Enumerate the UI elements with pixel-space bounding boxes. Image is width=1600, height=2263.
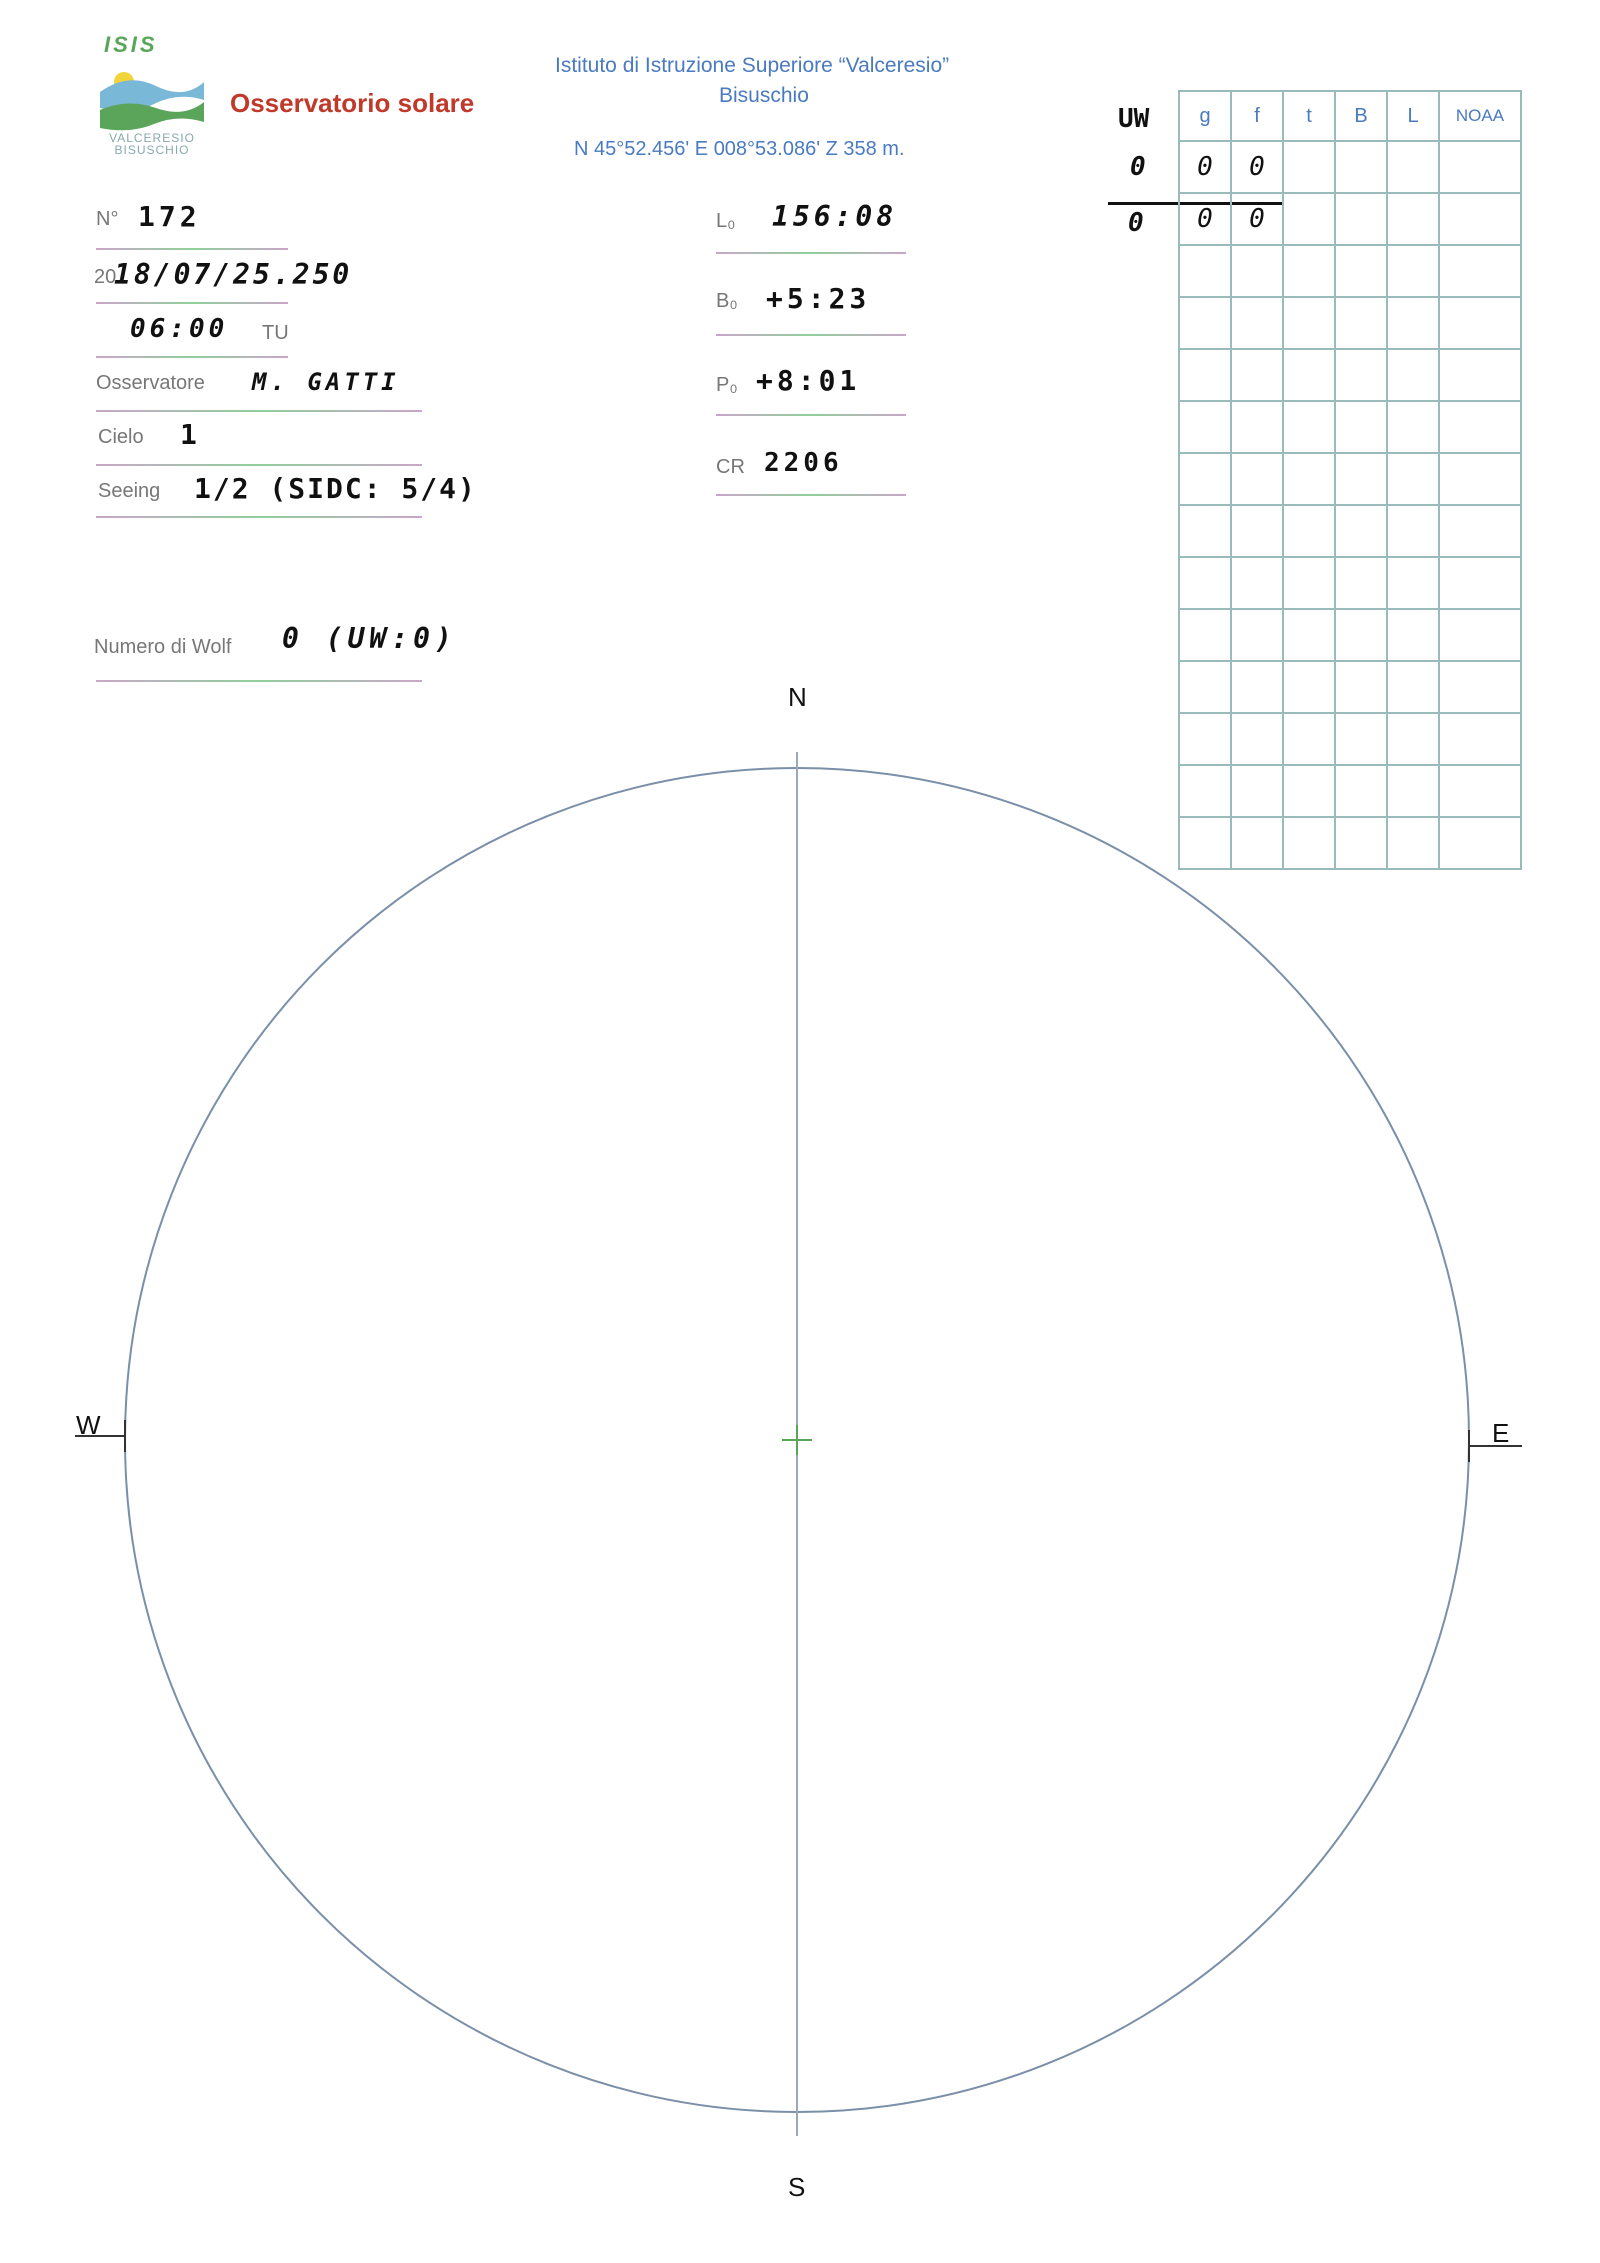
col-header-l: L (1387, 91, 1439, 141)
table-cell: 0 (1231, 193, 1283, 245)
east-label: E (1492, 1418, 1510, 1448)
south-label: S (788, 2172, 806, 2202)
col-header-b: B (1335, 91, 1387, 141)
wolf-value: 0 (UW:0) (282, 622, 457, 655)
number-value: 172 (138, 200, 201, 233)
observatory-coordinates: N 45°52.456' E 008°53.086' Z 358 m. (574, 138, 905, 160)
time-value: 06:00 (130, 314, 229, 344)
date-prefix: 20 (94, 266, 117, 288)
uw-value-1: 0 (1130, 152, 1146, 182)
uw-header: UW (1118, 104, 1150, 134)
table-cell: 0 (1179, 141, 1231, 193)
table-cell: 0 (1179, 193, 1231, 245)
institute-name: Istituto di Istruzione Superiore “Valceresio” (555, 54, 950, 77)
date-value: 18/07/25.250 (114, 258, 353, 291)
l0-value: 156:08 (772, 200, 898, 233)
table-cell: 0 (1231, 141, 1283, 193)
p0-label: P₀ (716, 374, 738, 396)
observer-value: M. GATTI (252, 368, 400, 396)
time-suffix: TU (262, 322, 289, 344)
seeing-label: Seeing (98, 480, 161, 502)
col-header-g: g (1179, 91, 1231, 141)
institute-town: Bisuschio (719, 84, 809, 107)
logo-wordmark: ISIS (104, 32, 158, 57)
sky-label: Cielo (98, 426, 144, 448)
uw-value-2: 0 (1128, 208, 1144, 238)
b0-label: B₀ (716, 290, 738, 312)
number-label: N° (96, 208, 119, 230)
west-label: W (76, 1410, 101, 1440)
wolf-label: Numero di Wolf (94, 636, 232, 658)
seeing-value: 1/2 (SIDC: 5/4) (194, 472, 477, 505)
col-header-t: t (1283, 91, 1335, 141)
p0-value: +8:01 (756, 364, 861, 397)
observer-label: Osservatore (96, 372, 205, 394)
north-label: N (788, 682, 807, 712)
cr-value: 2206 (764, 448, 843, 478)
sky-value: 1 (180, 418, 201, 451)
col-header-f: f (1231, 91, 1283, 141)
observatory-title: Osservatorio solare (230, 88, 475, 118)
col-header-noaa: NOAA (1439, 91, 1521, 141)
cr-label: CR (716, 456, 745, 478)
b0-value: +5:23 (766, 282, 871, 315)
logo-caption: VALCERESIO BISUSCHIO (109, 131, 195, 157)
l0-label: L₀ (716, 210, 736, 232)
